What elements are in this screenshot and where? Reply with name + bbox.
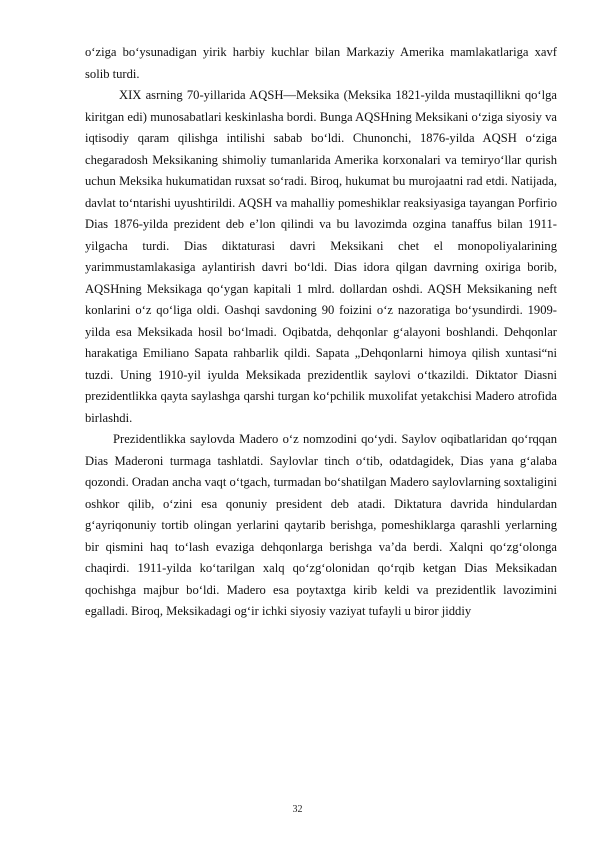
paragraph-madero-elections: Prezidentlikka saylovda Madero o‘z nomzodini qo‘ydi. Saylov oqibatlaridan qo‘rqqan Dias Maderoni turmaga tashlatdi. Saylovlar tinch o‘tib, odatdagidek, Dias yana g‘alaba qozondi. Oradan ancha vaqt o‘tgach, turmadan bo‘shatilgan Madero saylovlarning soxtaligini oshkor qilib, o‘zini esa qonuniy president deb atadi. Diktatura davrida hindulardan g‘ayriqonuniy tortib olingan yerlarini qaytarib berishga, pomeshiklarga qarashli yerlarning bir qismini haq to‘lash evaziga dehqonlarga berishga va’da berdi. Xalqni qo‘zg‘olonga chaqirdi. 1911-yilda ko‘tarilgan xalq qo‘zg‘olonidan qo‘rqib ketgan Dias Meksikadan qochishga majbur bo‘ldi. Madero esa poytaxtga kirib keldi va prezidentlik lavozimini egalladi. Biroq, Meksikadagi og‘ir ichki siyosiy vaziyat tufayli u biror jiddiy — [85, 432, 557, 618]
paragraph-aqsh-meksika: XIX asrning 70-yillarida AQSH—Meksika (Meksika 1821-yilda mustaqillikni qo‘lga kiritgan edi) munosabatlari keskinlasha bordi. Bunga AQSHning Meksikani o‘ziga siyosiy va iqtisodiy qaram qilishga intilishi sabab bo‘ldi. Chunonchi, 1876-yilda AQSH o‘ziga chegaradosh Meksikaning shimoliy tumanlarida Amerika korxonalari va temiryo‘llar qurish uchun Meksika hukumatidan ruxsat so‘radi. Biroq, hukumat bu murojaatni rad etdi. Natijada, davlat to‘ntarishi uyushtirildi. AQSH va mahalliy pomeshiklar reaksiyasiga tayangan Porfirio Dias 1876-yilda prezident deb e’lon qilindi va bu lavozimda ozgina tanaffus bilan 1911-yilgacha turdi. Dias diktaturasi davri Meksikani chet el monopoliyalarining yarimmustamlakasiga aylantirish davri bo‘ldi. Dias idora qilgan davrning oxiriga borib, AQSHning Meksikaga qo‘ygan kapitali 1 mlrd. dollardan oshdi. AQSH Meksikaning neft konlarini o‘z qo‘liga oldi. Оashqi savdoning 90 foizini o‘z nazoratiga bo‘ysundirdi. 1909-yilda esa Meksikada hosil bo‘lmadi. Oqibatda, dehqonlar g‘alayoni boshlandi. Dehqonlar harakatiga Emiliano Sapata rahbarlik qildi. Sapata „Dehqonlarni himoya qilish xuntasi“ni tuzdi. Uning 1910-yil iyulda Meksikada prezidentlik saylovi o‘tkazildi. Diktator Diasni prezidentlikka qayta saylashga qarshi turgan ko‘pchilik muxolifat yetakchisi Madero atrofida birlashdi. — [85, 88, 557, 425]
paragraph-continuation: o‘ziga bo‘ysunadigan yirik harbiy kuchlar bilan Markaziy Amerika mamlakatlariga xavf solib turdi. — [85, 45, 557, 81]
document-body — [85, 42, 557, 623]
page-number: 32 — [292, 804, 303, 815]
